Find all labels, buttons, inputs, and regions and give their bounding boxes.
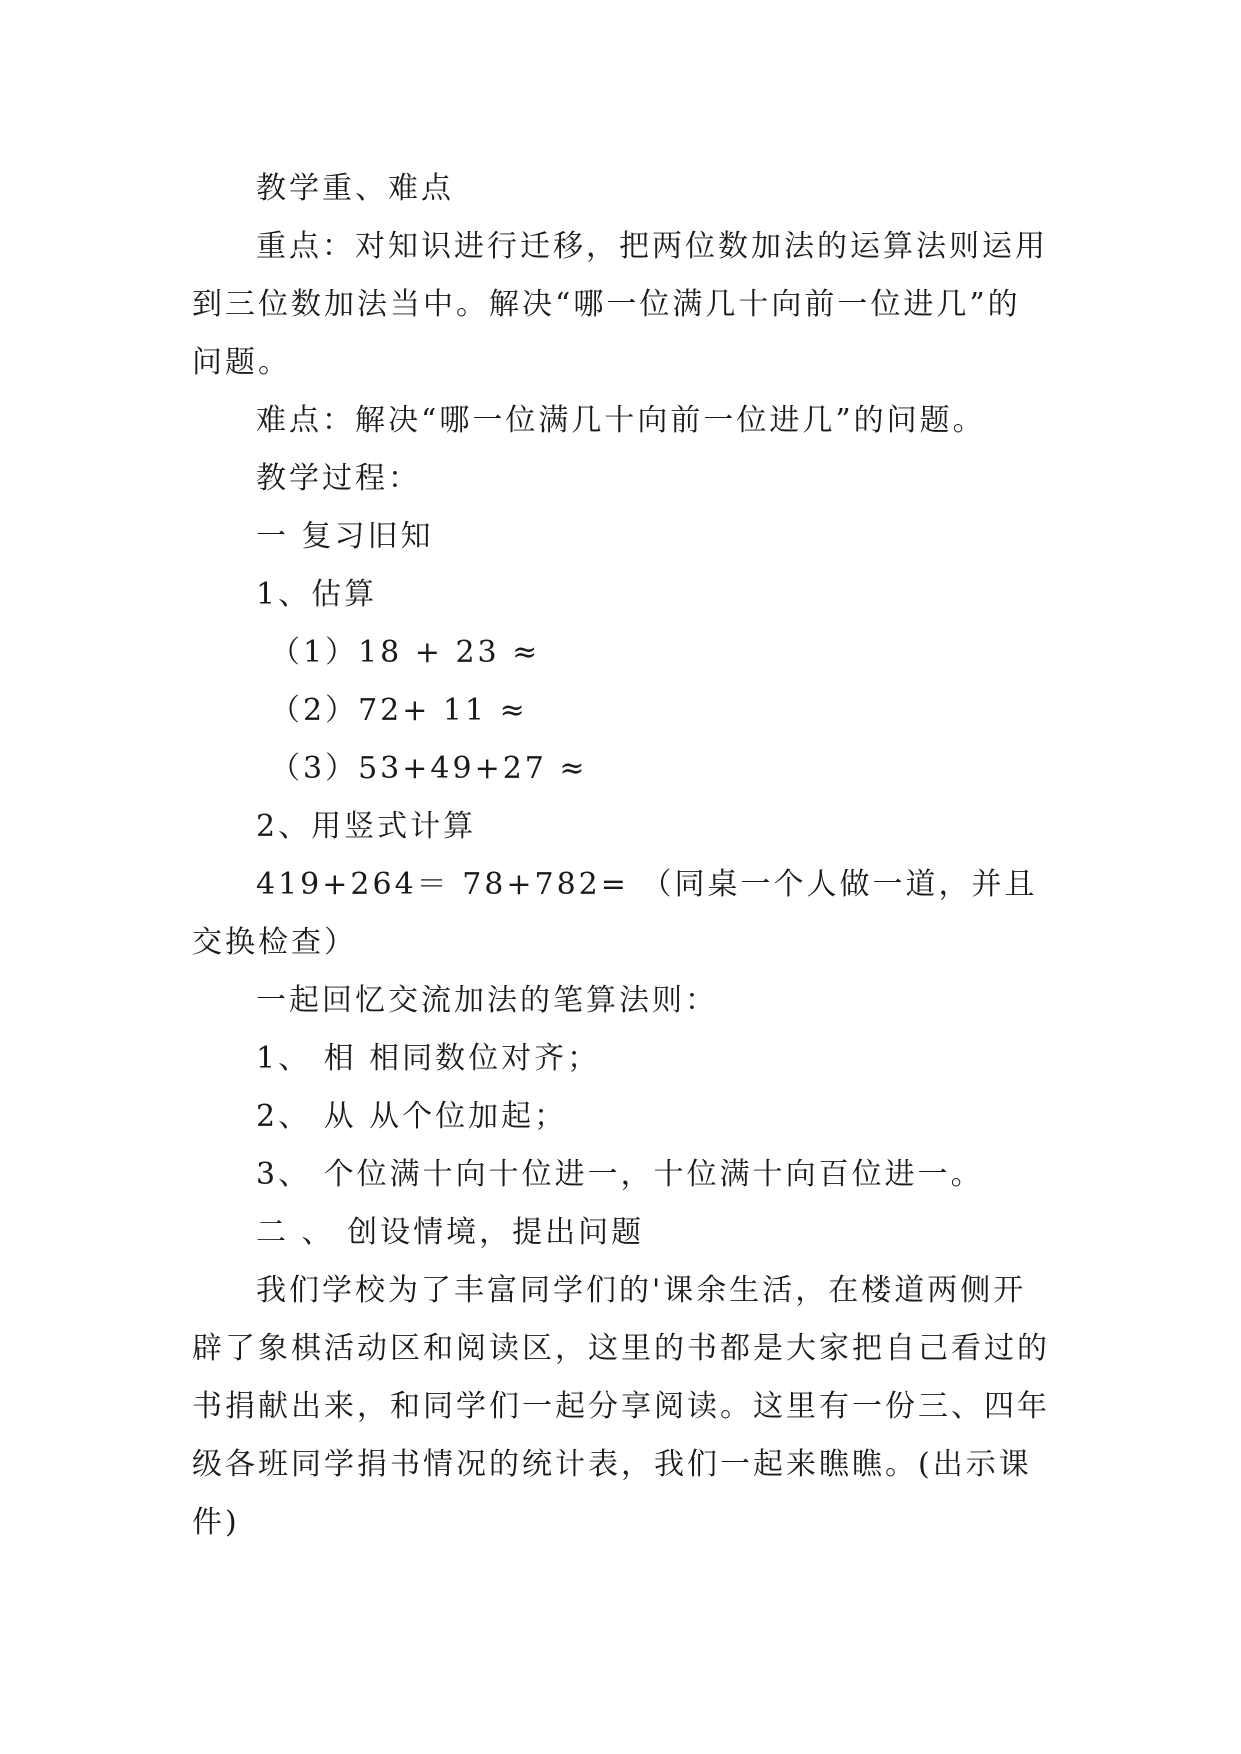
rule-3: 3、 个位满十向十位进一，十位满十向百位进一。: [256, 1157, 984, 1192]
rules-intro: 一起回忆交流加法的笔算法则：: [256, 983, 718, 1018]
key-point-paragraph: 重点：对知识进行迁移，把两位数加法的运算法则运用到三位数加法当中。解决“哪一位满几十向前一位进几”的问题。: [192, 229, 1048, 380]
rule-2: 2、 从 从个位加起；: [256, 1099, 568, 1134]
step-heading-scenario: 二 、 创设情境，提出问题: [256, 1215, 645, 1250]
section-heading-process: 教学过程：: [256, 461, 421, 496]
estimate-problem-3: （3）53+49+27 ≈: [270, 751, 588, 786]
rule-1: 1、 相 相同数位对齐；: [256, 1041, 601, 1076]
scenario-paragraph: 我们学校为了丰富同学们的'课余生活，在楼道两侧开辟了象棋活动区和阅读区，这里的书都是大家把自己看过的书捐献出来，和同学们一起分享阅读。这里有一份三、四年级各班同学捐书情况的统计表，我们一起来瞧瞧。(出示课件): [192, 1273, 1050, 1540]
item-vertical-calc: 2、用竖式计算: [256, 809, 477, 844]
item-estimate: 1、估算: [256, 577, 378, 612]
estimate-problem-1: （1）18 + 23 ≈: [270, 635, 541, 670]
estimate-problem-2: （2）72+ 11 ≈: [270, 693, 528, 728]
section-heading-key-points: 教学重、难点: [256, 171, 454, 206]
difficulty-paragraph: 难点：解决“哪一位满几十向前一位进几”的问题。: [256, 403, 986, 438]
document-body: [192, 160, 1052, 1552]
vertical-calc-problems: 419+264＝ 78+782= （同桌一个人做一道，并且交换检查）: [192, 867, 1038, 960]
step-heading-review: 一 复习旧知: [256, 519, 434, 554]
